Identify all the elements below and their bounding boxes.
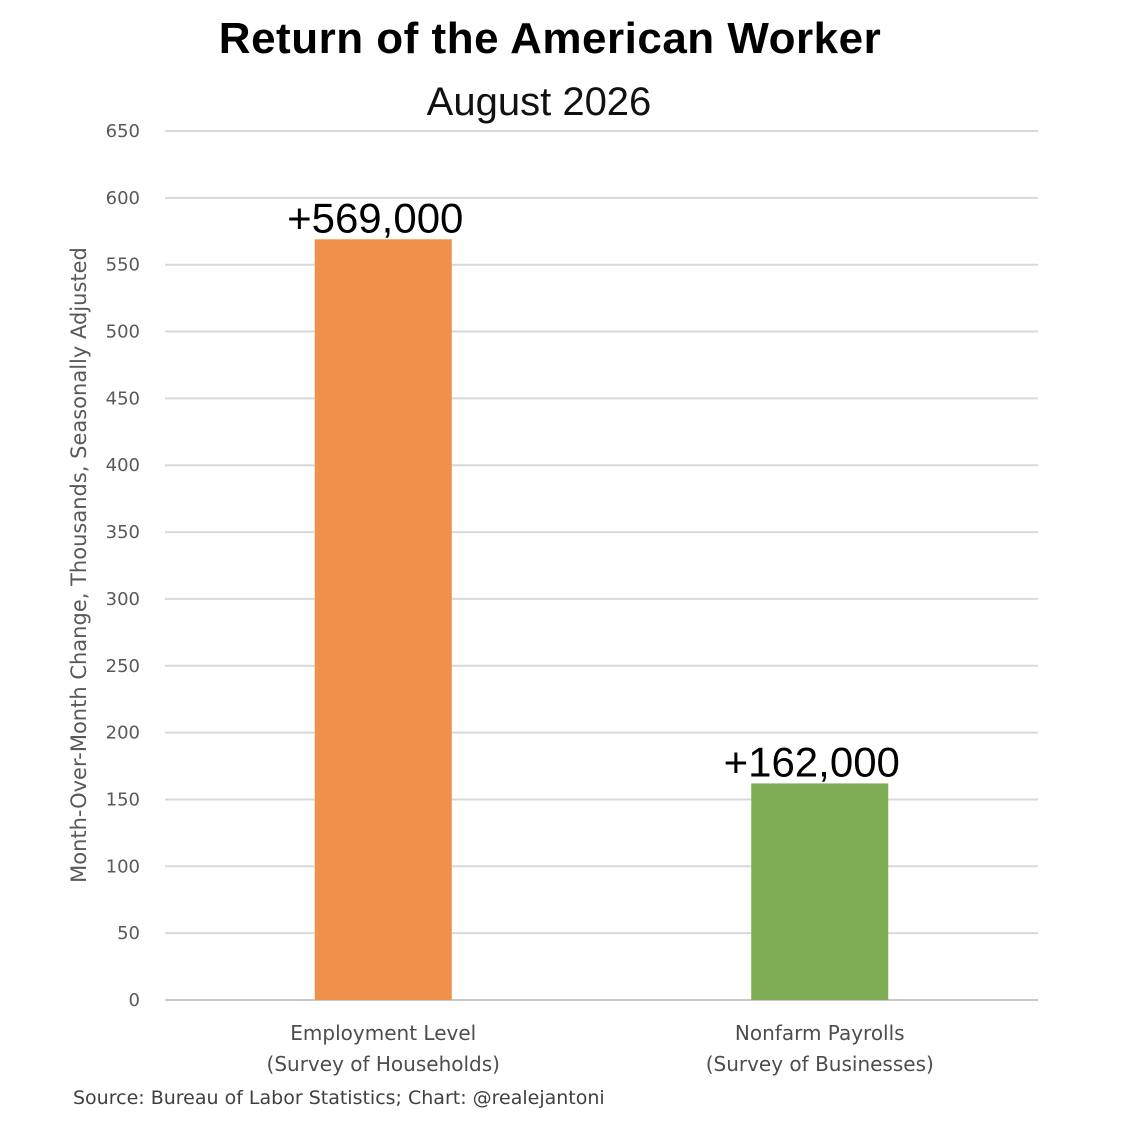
y-tick-label: 150 xyxy=(105,789,140,811)
y-tick-label: 200 xyxy=(105,722,140,744)
y-tick-label: 350 xyxy=(105,522,140,544)
y-tick-label: 0 xyxy=(128,990,140,1011)
bar xyxy=(315,239,452,1000)
data-label: +569,000 xyxy=(287,194,464,242)
source-note: Source: Bureau of Labor Statistics; Chart: @realejantoni xyxy=(73,1087,605,1109)
category-label: Employment Level xyxy=(290,1021,477,1045)
y-tick-label: 450 xyxy=(105,388,140,410)
chart-subtitle: August 2026 xyxy=(426,80,652,124)
y-tick-label: 650 xyxy=(105,121,140,142)
y-tick-label: 50 xyxy=(117,923,140,945)
y-tick-label: 250 xyxy=(105,655,140,677)
y-tick-label: 550 xyxy=(105,254,140,276)
category-label: (Survey of Businesses) xyxy=(705,1052,934,1076)
bar xyxy=(751,783,888,1000)
y-tick-label: 300 xyxy=(105,588,140,610)
y-tick-label: 400 xyxy=(105,455,140,477)
y-axis-label: Month-Over-Month Change, Thousands, Seasonally Adjusted xyxy=(67,247,91,883)
y-tick-label: 100 xyxy=(105,856,140,878)
chart-title: Return of the American Worker xyxy=(218,14,882,63)
data-label: +162,000 xyxy=(723,738,900,786)
category-label: (Survey of Households) xyxy=(266,1052,500,1076)
y-tick-label: 500 xyxy=(105,321,140,343)
category-label: Nonfarm Payrolls xyxy=(734,1021,905,1045)
y-tick-label: 600 xyxy=(105,187,140,209)
